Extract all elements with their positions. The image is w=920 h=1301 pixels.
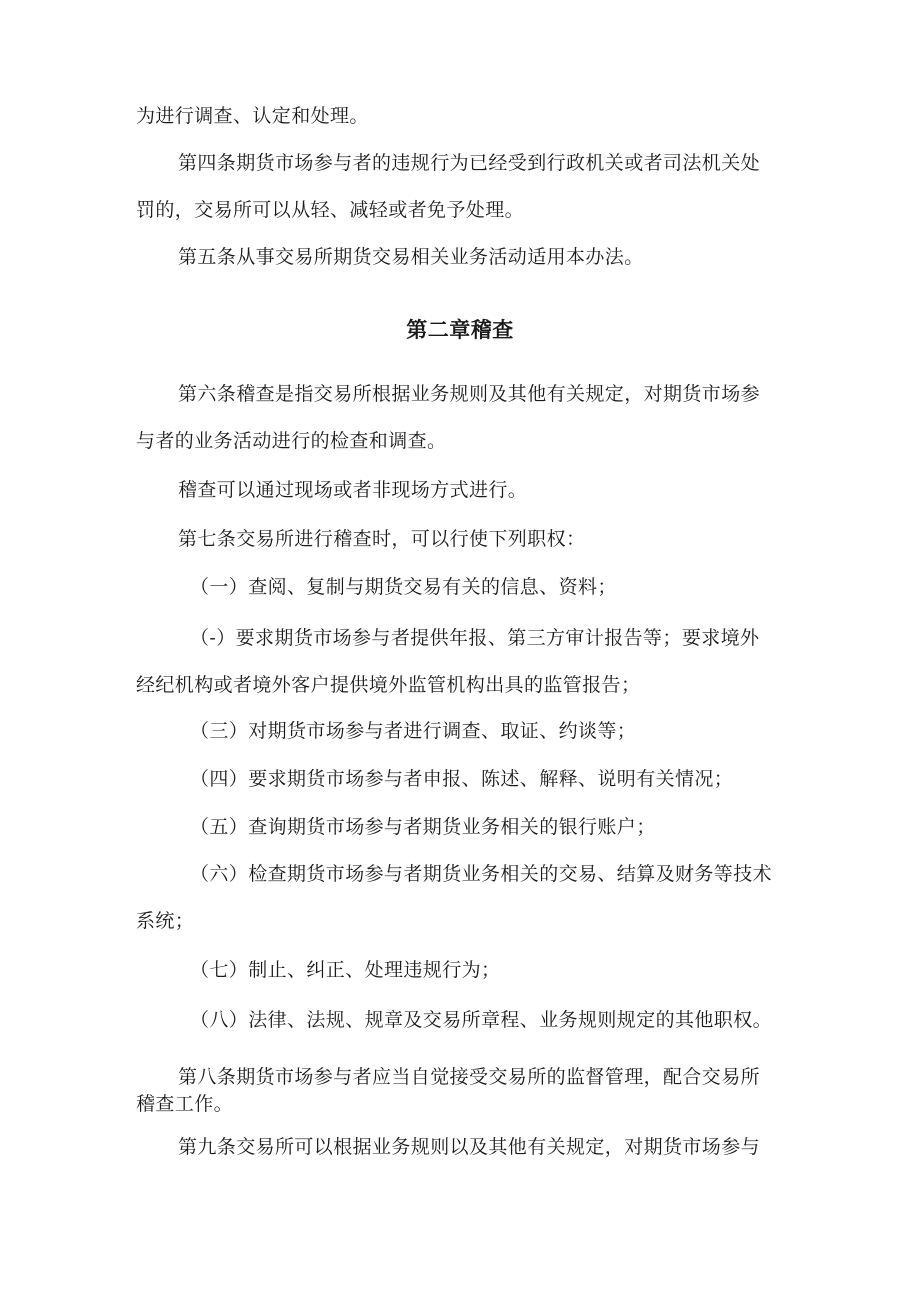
chapter-heading: 第二章稽查 bbox=[406, 318, 514, 342]
article-7-item-2-line-1: （-）要求期货市场参与者提供年报、第三方审计报告等；要求境外 bbox=[190, 627, 760, 649]
article-4-line-2: 罚的，交易所可以从轻、减轻或者免予处理。 bbox=[136, 199, 525, 221]
article-7-item-5: （五）查询期货市场参与者期货业务相关的银行账户； bbox=[190, 816, 656, 838]
article-8-line-1: 第八条期货市场参与者应当自觉接受交易所的监督管理，配合交易所 bbox=[178, 1066, 761, 1088]
article-7-item-1: （一）查阅、复制与期货交易有关的信息、资料； bbox=[190, 576, 617, 598]
article-9-line-1: 第九条交易所可以根据业务规则以及其他有关规定，对期货市场参与 bbox=[178, 1136, 761, 1158]
article-7: 第七条交易所进行稽查时，可以行使下列职权： bbox=[178, 528, 586, 550]
article-6-line-1: 第六条稽查是指交易所根据业务规则及其他有关规定，对期货市场参 bbox=[178, 383, 761, 405]
text-line-continuation: 为进行调查、认定和处理。 bbox=[136, 105, 369, 127]
article-6-paragraph-2: 稽查可以通过现场或者非现场方式进行。 bbox=[178, 479, 528, 501]
article-7-item-8: （八）法律、法规、规章及交易所章程、业务规则规定的其他职权。 bbox=[190, 1009, 773, 1031]
article-7-item-3: （三）对期货市场参与者进行调查、取证、约谈等； bbox=[190, 720, 637, 742]
article-6-line-2: 与者的业务活动进行的检查和调查。 bbox=[136, 430, 447, 452]
article-5: 第五条从事交易所期货交易相关业务活动适用本办法。 bbox=[178, 246, 644, 268]
article-7-item-4: （四）要求期货市场参与者申报、陈述、解释、说明有关情况； bbox=[190, 768, 734, 790]
article-8-line-2: 稽查工作。 bbox=[136, 1093, 234, 1115]
article-7-item-2-line-2: 经纪机构或者境外客户提供境外监管机构出具的监管报告； bbox=[136, 674, 641, 696]
article-7-item-6-line-2: 系统； bbox=[136, 910, 195, 932]
article-7-item-6-line-1: （六）检查期货市场参与者期货业务相关的交易、结算及财务等技术 bbox=[190, 863, 773, 885]
article-4-line-1: 第四条期货市场参与者的违规行为已经受到行政机关或者司法机关处 bbox=[178, 152, 761, 174]
article-7-item-7: （七）制止、纠正、处理违规行为； bbox=[190, 959, 501, 981]
